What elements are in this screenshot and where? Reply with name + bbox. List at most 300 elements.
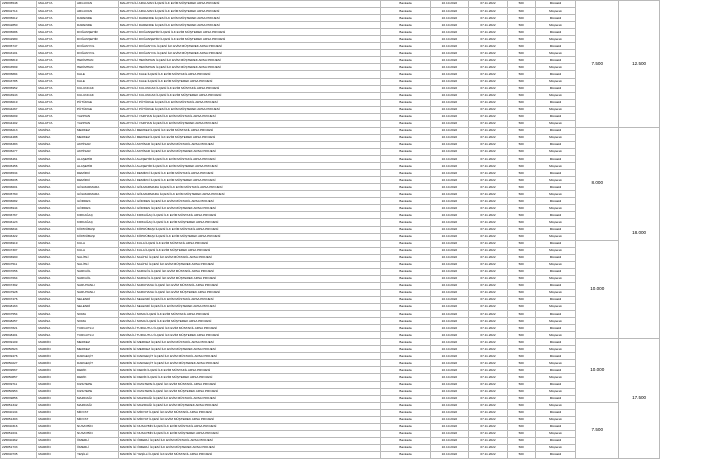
cell-date2[interactable]: 07.11.2022: [469, 296, 508, 303]
cell-channel[interactable]: Bankada: [381, 184, 430, 191]
table-row[interactable]: [1, 240, 660, 247]
cell-date1[interactable]: 10.10.2022: [430, 268, 469, 275]
table-row[interactable]: [1, 226, 660, 233]
cell-id[interactable]: 225845635: [1, 177, 37, 184]
cell-channel[interactable]: Bankada: [381, 261, 430, 268]
cell-description[interactable]: MANİSA İLİ SELENDİ İLÇESİ İLK EVİM MÜSTAKİL ARSA PROJESİ: [118, 296, 381, 303]
cell-date2[interactable]: 07.11.2022: [469, 156, 508, 163]
cell-description[interactable]: MARDİN İLİ DARGEÇİT İLÇESİ İLK EVİM MÜŞTEREK ARSA PROJESİ: [118, 360, 381, 367]
cell-date1[interactable]: 10.10.2022: [430, 8, 469, 15]
cell-id[interactable]: 225844402: [1, 120, 37, 127]
cell-province[interactable]: MANİSA: [37, 198, 76, 205]
cell-status[interactable]: Müstakil: [535, 254, 576, 261]
cell-id[interactable]: 225836682: [1, 198, 37, 205]
cell-description[interactable]: MARDİN İLİ MERKEZ İLÇESİ İLK EVİM MÜSTAKİL ARSA PROJESİ: [118, 339, 381, 346]
cell-date1[interactable]: 10.10.2022: [430, 212, 469, 219]
cell-date1[interactable]: 10.10.2022: [430, 177, 469, 184]
cell-status[interactable]: Müşterek: [535, 304, 576, 311]
cell-description[interactable]: MARDİN İLİ DARGEÇİT İLÇESİ İLK EVİM MÜSTAKİL ARSA PROJESİ: [118, 353, 381, 360]
cell-date1[interactable]: 10.10.2022: [430, 57, 469, 64]
cell-district[interactable]: KULUNCAK: [75, 85, 118, 92]
cell-district[interactable]: NUSAYBİN: [75, 430, 118, 437]
cell-province[interactable]: MANİSA: [37, 141, 76, 148]
cell-date1[interactable]: 10.10.2022: [430, 148, 469, 155]
cell-status[interactable]: Müşterek: [535, 444, 576, 451]
group-amount-2-cell[interactable]: 17.500: [619, 339, 660, 459]
cell-district[interactable]: DEMİRCİ: [75, 170, 118, 177]
cell-count[interactable]: 500: [507, 92, 535, 99]
cell-province[interactable]: MANİSA: [37, 184, 76, 191]
cell-date2[interactable]: 07.11.2022: [469, 261, 508, 268]
group-amount-1-cell[interactable]: 8.000: [576, 127, 619, 240]
cell-id[interactable]: 225842714: [1, 8, 37, 15]
cell-district[interactable]: SELENDİ: [75, 304, 118, 311]
cell-status[interactable]: Müşterek: [535, 120, 576, 127]
cell-status[interactable]: Müstakil: [535, 353, 576, 360]
table-row[interactable]: [1, 409, 660, 416]
cell-province[interactable]: MANİSA: [37, 289, 76, 296]
cell-province[interactable]: MANİSA: [37, 275, 76, 282]
cell-province[interactable]: MARDİN: [37, 402, 76, 409]
cell-district[interactable]: ALAŞEHİR: [75, 156, 118, 163]
cell-district[interactable]: KIZILTEPE: [75, 381, 118, 388]
cell-status[interactable]: Müstakil: [535, 15, 576, 22]
cell-status[interactable]: Müstakil: [535, 339, 576, 346]
cell-date2[interactable]: 07.11.2022: [469, 106, 508, 113]
cell-id[interactable]: 225848257: [1, 318, 37, 325]
cell-date2[interactable]: 07.11.2022: [469, 163, 508, 170]
cell-count[interactable]: 500: [507, 444, 535, 451]
cell-date1[interactable]: 10.10.2022: [430, 156, 469, 163]
cell-channel[interactable]: Bankada: [381, 268, 430, 275]
cell-channel[interactable]: Bankada: [381, 170, 430, 177]
cell-date1[interactable]: 10.10.2022: [430, 226, 469, 233]
cell-date1[interactable]: 10.10.2022: [430, 367, 469, 374]
cell-id[interactable]: 225835952: [1, 85, 37, 92]
cell-channel[interactable]: Bankada: [381, 416, 430, 423]
cell-channel[interactable]: Bankada: [381, 85, 430, 92]
cell-status[interactable]: Müstakil: [535, 1, 576, 8]
cell-province[interactable]: MALATYA: [37, 85, 76, 92]
cell-status[interactable]: Müstakil: [535, 311, 576, 318]
cell-description[interactable]: MANİSA İLİ TURGUTLU İLÇESİ İLK EVİM MÜSTAKİL ARSA PROJESİ: [118, 325, 381, 332]
table-row[interactable]: [1, 416, 660, 423]
cell-date1[interactable]: 10.10.2022: [430, 113, 469, 120]
cell-count[interactable]: 500: [507, 205, 535, 212]
cell-description[interactable]: MANİSA İLİ GÖRDES İLÇESİ İLK EVİM MÜŞTEREK ARSA PROJESİ: [118, 205, 381, 212]
table-row[interactable]: [1, 289, 660, 296]
cell-channel[interactable]: Bankada: [381, 325, 430, 332]
cell-description[interactable]: MANİSA İLİ AKHİSAR İLÇESİ İLK EVİM MÜŞTEREK ARSA PROJESİ: [118, 148, 381, 155]
cell-province[interactable]: MANİSA: [37, 163, 76, 170]
cell-date1[interactable]: 10.10.2022: [430, 134, 469, 141]
cell-channel[interactable]: Bankada: [381, 247, 430, 254]
cell-channel[interactable]: Bankada: [381, 444, 430, 451]
table-row[interactable]: [1, 346, 660, 353]
cell-description[interactable]: MALATYA İLİ YAZIHAN İLÇESİ İLK EVİM MÜSTAKİL ARSA PROJESİ: [118, 113, 381, 120]
cell-date1[interactable]: 10.10.2022: [430, 1, 469, 8]
cell-channel[interactable]: Bankada: [381, 36, 430, 43]
cell-province[interactable]: MANİSA: [37, 247, 76, 254]
cell-district[interactable]: DOĞANŞEHİR: [75, 29, 118, 36]
cell-date1[interactable]: 10.10.2022: [430, 219, 469, 226]
cell-district[interactable]: GÖRDES: [75, 205, 118, 212]
cell-status[interactable]: Müşterek: [535, 50, 576, 57]
cell-date1[interactable]: 10.10.2022: [430, 311, 469, 318]
cell-status[interactable]: Müşterek: [535, 346, 576, 353]
cell-count[interactable]: 500: [507, 360, 535, 367]
cell-date2[interactable]: 07.11.2022: [469, 15, 508, 22]
cell-count[interactable]: 500: [507, 177, 535, 184]
cell-description[interactable]: MARDİN İLİ MERKEZ İLÇESİ İLK EVİM MÜŞTEREK ARSA PROJESİ: [118, 346, 381, 353]
cell-district[interactable]: SALİHLİ: [75, 261, 118, 268]
cell-date2[interactable]: 07.11.2022: [469, 184, 508, 191]
cell-channel[interactable]: Bankada: [381, 43, 430, 50]
cell-date2[interactable]: 07.11.2022: [469, 395, 508, 402]
cell-status[interactable]: Müstakil: [535, 437, 576, 444]
cell-count[interactable]: 500: [507, 15, 535, 22]
cell-description[interactable]: MALATYA İLİ PÜTÜRGE İLÇESİ İLK EVİM MÜŞTEREK ARSA PROJESİ: [118, 106, 381, 113]
cell-date1[interactable]: 10.10.2022: [430, 85, 469, 92]
cell-date2[interactable]: 07.11.2022: [469, 247, 508, 254]
cell-district[interactable]: KULA: [75, 240, 118, 247]
table-row[interactable]: [1, 311, 660, 318]
cell-date2[interactable]: 07.11.2022: [469, 409, 508, 416]
cell-id[interactable]: 225836990: [1, 254, 37, 261]
cell-id[interactable]: 225836213: [1, 127, 37, 134]
cell-province[interactable]: MALATYA: [37, 92, 76, 99]
cell-channel[interactable]: Bankada: [381, 374, 430, 381]
cell-district[interactable]: TURGUTLU: [75, 332, 118, 339]
table-row[interactable]: [1, 353, 660, 360]
cell-date1[interactable]: 10.10.2022: [430, 395, 469, 402]
cell-district[interactable]: SARUHANLI: [75, 289, 118, 296]
cell-date1[interactable]: 10.10.2022: [430, 409, 469, 416]
cell-status[interactable]: Müşterek: [535, 388, 576, 395]
cell-province[interactable]: MANİSA: [37, 219, 76, 226]
cell-status[interactable]: Müstakil: [535, 395, 576, 402]
cell-status[interactable]: Müşterek: [535, 247, 576, 254]
cell-count[interactable]: 500: [507, 395, 535, 402]
cell-province[interactable]: MARDİN: [37, 360, 76, 367]
cell-channel[interactable]: Bankada: [381, 71, 430, 78]
cell-channel[interactable]: Bankada: [381, 191, 430, 198]
cell-district[interactable]: GÖLMARMARA: [75, 191, 118, 198]
cell-date2[interactable]: 07.11.2022: [469, 212, 508, 219]
cell-province[interactable]: MARDİN: [37, 437, 76, 444]
cell-date1[interactable]: 10.10.2022: [430, 22, 469, 29]
cell-date2[interactable]: 07.11.2022: [469, 120, 508, 127]
cell-channel[interactable]: Bankada: [381, 423, 430, 430]
cell-district[interactable]: SOMA: [75, 318, 118, 325]
cell-status[interactable]: Müşterek: [535, 64, 576, 71]
cell-district[interactable]: KIZILTEPE: [75, 388, 118, 395]
cell-status[interactable]: Müstakil: [535, 240, 576, 247]
table-row[interactable]: [1, 36, 660, 43]
cell-district[interactable]: MERKEZ: [75, 127, 118, 134]
cell-channel[interactable]: Bankada: [381, 360, 430, 367]
table-row[interactable]: [1, 113, 660, 120]
cell-description[interactable]: MARDİN İLİ KIZILTEPE İLÇESİ İLK EVİM MÜSTAKİL ARSA PROJESİ: [118, 381, 381, 388]
cell-date2[interactable]: 07.11.2022: [469, 325, 508, 332]
cell-channel[interactable]: Bankada: [381, 57, 430, 64]
cell-date1[interactable]: 10.10.2022: [430, 275, 469, 282]
cell-id[interactable]: 225835884: [1, 71, 37, 78]
cell-description[interactable]: MANİSA İLİ GÖRDES İLÇESİ İLK EVİM MÜSTAKİL ARSA PROJESİ: [118, 198, 381, 205]
cell-channel[interactable]: Bankada: [381, 141, 430, 148]
cell-status[interactable]: Müşterek: [535, 416, 576, 423]
cell-status[interactable]: Müstakil: [535, 268, 576, 275]
table-row[interactable]: [1, 212, 660, 219]
cell-date2[interactable]: 07.11.2022: [469, 416, 508, 423]
cell-description[interactable]: MALATYA İLİ YAZIHAN İLÇESİ İLK EVİM MÜŞTEREK ARSA PROJESİ: [118, 120, 381, 127]
cell-count[interactable]: 500: [507, 113, 535, 120]
cell-count[interactable]: 500: [507, 268, 535, 275]
cell-date1[interactable]: 10.10.2022: [430, 191, 469, 198]
cell-province[interactable]: MARDİN: [37, 452, 76, 459]
cell-date1[interactable]: 10.10.2022: [430, 437, 469, 444]
cell-district[interactable]: SARIGÖL: [75, 275, 118, 282]
cell-district[interactable]: ALAŞEHİR: [75, 163, 118, 170]
cell-status[interactable]: Müşterek: [535, 332, 576, 339]
cell-date1[interactable]: 10.10.2022: [430, 78, 469, 85]
table-row[interactable]: [1, 437, 660, 444]
cell-date2[interactable]: 07.11.2022: [469, 127, 508, 134]
cell-date1[interactable]: 10.10.2022: [430, 254, 469, 261]
cell-channel[interactable]: Bankada: [381, 205, 430, 212]
cell-date2[interactable]: 07.11.2022: [469, 437, 508, 444]
cell-district[interactable]: HEKİMHAN: [75, 64, 118, 71]
cell-date1[interactable]: 10.10.2022: [430, 184, 469, 191]
table-row[interactable]: [1, 134, 660, 141]
cell-district[interactable]: KULUNCAK: [75, 92, 118, 99]
cell-count[interactable]: 500: [507, 275, 535, 282]
cell-id[interactable]: 225848163: [1, 304, 37, 311]
table-row[interactable]: [1, 360, 660, 367]
cell-status[interactable]: Müşterek: [535, 191, 576, 198]
cell-id[interactable]: 225851631: [1, 430, 37, 437]
cell-status[interactable]: Müşterek: [535, 78, 576, 85]
cell-date1[interactable]: 10.10.2022: [430, 64, 469, 71]
cell-description[interactable]: MALATYA İLİ KULUNCAK İLÇESİ İLK EVİM MÜŞTEREK ARSA PROJESİ: [118, 92, 381, 99]
cell-district[interactable]: MİDYAT: [75, 416, 118, 423]
cell-date2[interactable]: 07.11.2022: [469, 374, 508, 381]
cell-id[interactable]: 225840735: [1, 452, 37, 459]
cell-province[interactable]: MARDİN: [37, 395, 76, 402]
cell-id[interactable]: 225835819: [1, 57, 37, 64]
cell-district[interactable]: SELENDİ: [75, 296, 118, 303]
cell-date2[interactable]: 07.11.2022: [469, 289, 508, 296]
cell-date2[interactable]: 07.11.2022: [469, 8, 508, 15]
cell-count[interactable]: 500: [507, 437, 535, 444]
cell-id[interactable]: 225836383: [1, 141, 37, 148]
cell-id[interactable]: 225845456: [1, 163, 37, 170]
cell-count[interactable]: 500: [507, 43, 535, 50]
cell-description[interactable]: MALATYA İLİ KALE İLÇESİ İLK EVİM MÜŞTEREK ARSA PROJESİ: [118, 78, 381, 85]
cell-province[interactable]: MANİSA: [37, 261, 76, 268]
cell-date2[interactable]: 07.11.2022: [469, 219, 508, 226]
cell-date1[interactable]: 10.10.2022: [430, 381, 469, 388]
cell-id[interactable]: 225839711: [1, 381, 37, 388]
cell-date1[interactable]: 10.10.2022: [430, 444, 469, 451]
cell-count[interactable]: 500: [507, 247, 535, 254]
cell-status[interactable]: Müşterek: [535, 318, 576, 325]
cell-id[interactable]: 225837392: [1, 282, 37, 289]
cell-count[interactable]: 500: [507, 1, 535, 8]
cell-id[interactable]: 225843785: [1, 78, 37, 85]
cell-description[interactable]: MALATYA İLİ DARENDE İLÇESİ İLK EVİM MÜŞTEREK ARSA PROJESİ: [118, 22, 381, 29]
table-row[interactable]: [1, 282, 660, 289]
cell-province[interactable]: MALATYA: [37, 57, 76, 64]
cell-channel[interactable]: Bankada: [381, 50, 430, 57]
cell-district[interactable]: AKHİSAR: [75, 148, 118, 155]
cell-channel[interactable]: Bankada: [381, 212, 430, 219]
cell-id[interactable]: 225843599: [1, 64, 37, 71]
cell-channel[interactable]: Bankada: [381, 318, 430, 325]
cell-count[interactable]: 500: [507, 289, 535, 296]
cell-id[interactable]: 225840462: [1, 437, 37, 444]
table-row[interactable]: [1, 177, 660, 184]
cell-date2[interactable]: 07.11.2022: [469, 423, 508, 430]
table-row[interactable]: [1, 170, 660, 177]
cell-status[interactable]: Müşterek: [535, 106, 576, 113]
cell-id[interactable]: 225839476: [1, 353, 37, 360]
cell-date2[interactable]: 07.11.2022: [469, 339, 508, 346]
cell-id[interactable]: 225843101: [1, 50, 37, 57]
cell-count[interactable]: 500: [507, 402, 535, 409]
table-row[interactable]: [1, 325, 660, 332]
cell-district[interactable]: PÜTÜRGE: [75, 106, 118, 113]
cell-channel[interactable]: Bankada: [381, 8, 430, 15]
cell-channel[interactable]: Bankada: [381, 381, 430, 388]
cell-id[interactable]: 225844267: [1, 106, 37, 113]
cell-id[interactable]: 225836534: [1, 170, 37, 177]
cell-description[interactable]: MANİSA İLİ SALİHLİ İLÇESİ İLK EVİM MÜSTAKİL ARSA PROJESİ: [118, 254, 381, 261]
cell-date1[interactable]: 10.10.2022: [430, 261, 469, 268]
cell-description[interactable]: MANİSA İLİ MERKEZ İLÇESİ İLK EVİM MÜŞTEREK ARSA PROJESİ: [118, 134, 381, 141]
cell-district[interactable]: KALE: [75, 78, 118, 85]
cell-district[interactable]: SOMA: [75, 311, 118, 318]
cell-date2[interactable]: 07.11.2022: [469, 50, 508, 57]
cell-status[interactable]: Müstakil: [535, 71, 576, 78]
cell-count[interactable]: 500: [507, 430, 535, 437]
cell-channel[interactable]: Bankada: [381, 120, 430, 127]
cell-province[interactable]: MALATYA: [37, 64, 76, 71]
cell-count[interactable]: 500: [507, 233, 535, 240]
cell-date1[interactable]: 10.10.2022: [430, 50, 469, 57]
cell-id[interactable]: 225851303: [1, 416, 37, 423]
cell-channel[interactable]: Bankada: [381, 332, 430, 339]
cell-description[interactable]: MANİSA İLİ KÖPRÜBAŞI İLÇESİ İLK EVİM MÜŞTEREK ARSA PROJESİ: [118, 233, 381, 240]
cell-count[interactable]: 500: [507, 127, 535, 134]
cell-date2[interactable]: 07.11.2022: [469, 226, 508, 233]
cell-date1[interactable]: 10.10.2022: [430, 92, 469, 99]
cell-description[interactable]: MANİSA İLİ KULA İLÇESİ İLK EVİM MÜŞTEREK ARSA PROJESİ: [118, 247, 381, 254]
cell-province[interactable]: MARDİN: [37, 353, 76, 360]
cell-date2[interactable]: 07.11.2022: [469, 240, 508, 247]
cell-date1[interactable]: 10.10.2022: [430, 127, 469, 134]
cell-id[interactable]: 225835548: [1, 1, 37, 8]
group-amount-1-cell[interactable]: 7.500: [576, 1, 619, 128]
cell-description[interactable]: MANİSA İLİ SARUHANLI İLÇESİ İLK EVİM MÜŞTEREK ARSA PROJESİ: [118, 289, 381, 296]
cell-id[interactable]: 225839856: [1, 395, 37, 402]
cell-province[interactable]: MARDİN: [37, 430, 76, 437]
cell-province[interactable]: MARDİN: [37, 423, 76, 430]
cell-status[interactable]: Müstakil: [535, 170, 576, 177]
cell-status[interactable]: Müstakil: [535, 325, 576, 332]
cell-date1[interactable]: 10.10.2022: [430, 247, 469, 254]
cell-description[interactable]: MALATYA İLİ ARGUVAN İLÇESİ İLK EVİM MÜŞTEREK ARSA PROJESİ: [118, 8, 381, 15]
cell-id[interactable]: 225846322: [1, 233, 37, 240]
cell-date1[interactable]: 10.10.2022: [430, 205, 469, 212]
table-row[interactable]: [1, 423, 660, 430]
table-row[interactable]: [1, 254, 660, 261]
cell-province[interactable]: MANİSA: [37, 148, 76, 155]
cell-date1[interactable]: 10.10.2022: [430, 120, 469, 127]
cell-district[interactable]: DARGEÇİT: [75, 360, 118, 367]
cell-status[interactable]: Müstakil: [535, 43, 576, 50]
cell-province[interactable]: MANİSA: [37, 156, 76, 163]
cell-status[interactable]: Müstakil: [535, 113, 576, 120]
table-row[interactable]: [1, 99, 660, 106]
cell-id[interactable]: 225837554: [1, 311, 37, 318]
cell-count[interactable]: 500: [507, 304, 535, 311]
cell-province[interactable]: MANİSA: [37, 268, 76, 275]
cell-district[interactable]: TURGUTLU: [75, 325, 118, 332]
cell-date1[interactable]: 10.10.2022: [430, 240, 469, 247]
cell-id[interactable]: 225836099: [1, 113, 37, 120]
cell-channel[interactable]: Bankada: [381, 240, 430, 247]
cell-district[interactable]: DOĞANYOL: [75, 43, 118, 50]
cell-description[interactable]: MALATYA İLİ DARENDE İLÇESİ İLK EVİM MÜŞTEREK ARSA PROJESİ: [118, 15, 381, 22]
cell-count[interactable]: 500: [507, 191, 535, 198]
cell-id[interactable]: 225845760: [1, 191, 37, 198]
cell-date1[interactable]: 10.10.2022: [430, 332, 469, 339]
cell-date2[interactable]: 07.11.2022: [469, 367, 508, 374]
cell-count[interactable]: 500: [507, 64, 535, 71]
cell-description[interactable]: MANİSA İLİ TURGUTLU İLÇESİ İLK EVİM MÜŞTEREK ARSA PROJESİ: [118, 332, 381, 339]
cell-description[interactable]: MALATYA İLİ DOĞANYOL İLÇESİ İLK EVİM MÜŞTEREK ARSA PROJESİ: [118, 43, 381, 50]
cell-count[interactable]: 500: [507, 325, 535, 332]
cell-date1[interactable]: 10.10.2022: [430, 388, 469, 395]
cell-channel[interactable]: Bankada: [381, 388, 430, 395]
cell-status[interactable]: Müşterek: [535, 177, 576, 184]
cell-id[interactable]: 225846123: [1, 219, 37, 226]
cell-province[interactable]: MARDİN: [37, 339, 76, 346]
cell-date2[interactable]: 07.11.2022: [469, 36, 508, 43]
cell-channel[interactable]: Bankada: [381, 452, 430, 459]
cell-district[interactable]: KULA: [75, 247, 118, 254]
cell-date2[interactable]: 07.11.2022: [469, 1, 508, 8]
cell-district[interactable]: MİDYAT: [75, 409, 118, 416]
cell-district[interactable]: ARGUVAN: [75, 8, 118, 15]
cell-channel[interactable]: Bankada: [381, 106, 430, 113]
cell-description[interactable]: MANİSA İLİ GÖLMARMARA İLÇESİ İLK EVİM MÜŞTEREK ARSA PROJESİ: [118, 191, 381, 198]
cell-id[interactable]: 225835686: [1, 29, 37, 36]
cell-description[interactable]: MALATYA İLİ KALE İLÇESİ İLK EVİM MÜSTAKİL ARSA PROJESİ: [118, 71, 381, 78]
cell-province[interactable]: MANİSA: [37, 304, 76, 311]
table-row[interactable]: [1, 92, 660, 99]
table-row[interactable]: [1, 148, 660, 155]
table-row[interactable]: [1, 339, 660, 346]
cell-district[interactable]: AKHİSAR: [75, 141, 118, 148]
cell-province[interactable]: MANİSA: [37, 282, 76, 289]
cell-count[interactable]: 500: [507, 148, 535, 155]
cell-id[interactable]: 225850523: [1, 346, 37, 353]
cell-count[interactable]: 500: [507, 374, 535, 381]
cell-id[interactable]: 225840134: [1, 409, 37, 416]
cell-date2[interactable]: 07.11.2022: [469, 29, 508, 36]
